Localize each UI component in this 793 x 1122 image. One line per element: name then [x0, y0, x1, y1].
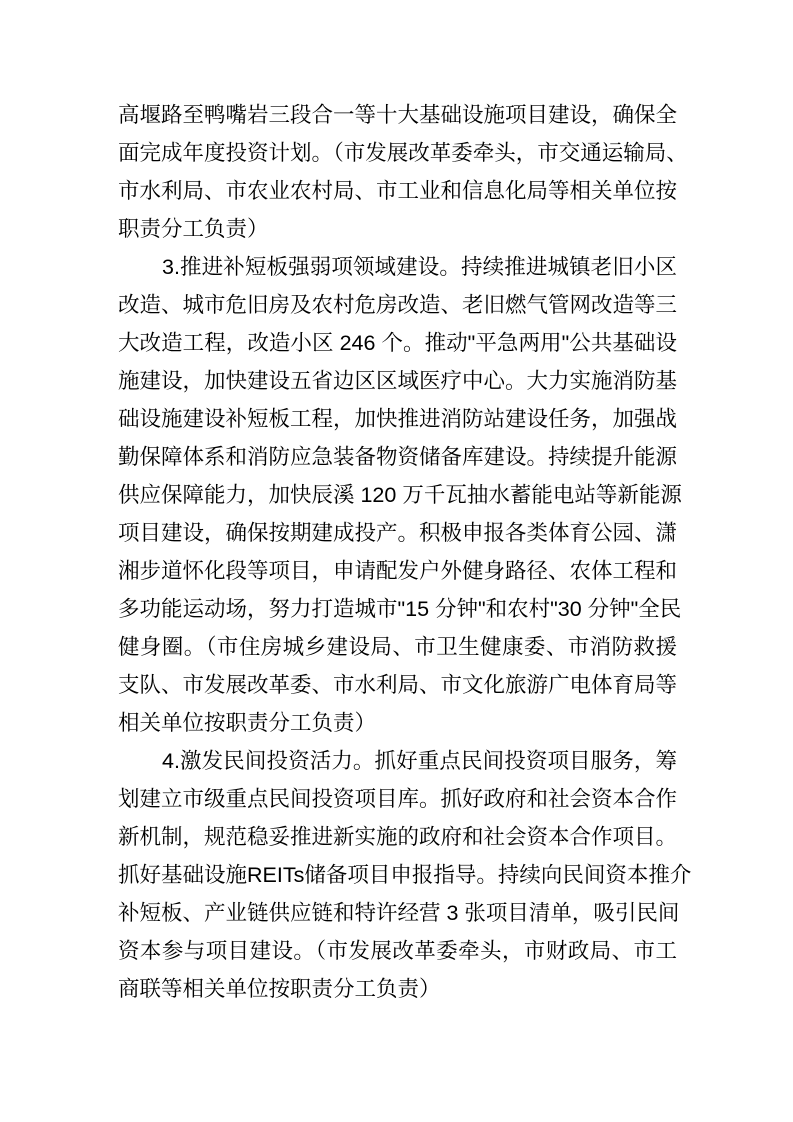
text-line: 改造、城市危旧房及农村危房改造、老旧燃气管网改造等三	[118, 293, 678, 317]
text-line: 3.推进补短板强弱项领域建设。持续推进城镇老旧小区	[162, 255, 677, 279]
text-line: 抓好基础设施REITs储备项目申报指导。持续向民间资本推介	[118, 863, 692, 887]
text-line: 划建立市级重点民间投资项目库。抓好政府和社会资本合作	[118, 787, 678, 811]
text-line: 勤保障体系和消防应急装备物资储备库建设。持续提升能源	[118, 445, 678, 469]
text-line: 面完成年度投资计划。（市发展改革委牵头，市交通运输局、	[118, 141, 688, 165]
paragraph-2	[118, 248, 682, 742]
text-line: 相关单位按职责分工负责）	[118, 711, 377, 735]
text-line: 项目建设，确保按期建成投产。积极申报各类体育公园、潇	[118, 521, 678, 545]
text-line: 大改造工程，改造小区 246 个。推动"平急两用"公共基础设	[118, 331, 677, 355]
text-block	[118, 96, 692, 1008]
text-line: 4.激发民间投资活力。抓好重点民间投资项目服务，筹	[162, 749, 677, 773]
text-line: 健身圈。（市住房城乡建设局、市卫生健康委、市消防救援	[118, 635, 677, 659]
text-line: 高堰路至鸭嘴岩三段合一等十大基础设施项目建设，确保全	[118, 103, 678, 127]
paragraph-1	[118, 96, 688, 248]
text-line: 湘步道怀化段等项目，申请配发户外健身路径、农体工程和	[118, 559, 678, 583]
text-line: 础设施建设补短板工程，加快推进消防站建设任务，加强战	[118, 407, 678, 431]
text-line: 市水利局、市农业农村局、市工业和信息化局等相关单位按	[118, 179, 678, 203]
text-line: 施建设，加快建设五省边区区域医疗中心。大力实施消防基	[118, 369, 678, 393]
text-line: 新机制，规范稳妥推进新实施的政府和社会资本合作项目。	[118, 825, 678, 849]
text-line: 支队、市发展改革委、市水利局、市文化旅游广电体育局等	[118, 673, 678, 697]
paragraph-3	[118, 742, 692, 1008]
text-line: 商联等相关单位按职责分工负责）	[118, 977, 441, 1001]
text-line: 资本参与项目建设。（市发展改革委牵头，市财政局、市工	[118, 939, 677, 963]
text-line: 职责分工负责）	[118, 217, 269, 241]
text-line: 补短板、产业链供应链和特许经营 3 张项目清单，吸引民间	[118, 901, 680, 925]
text-line: 多功能运动场，努力打造城市"15 分钟"和农村"30 分钟"全民	[118, 597, 682, 621]
text-line: 供应保障能力，加快辰溪 120 万千瓦抽水蓄能电站等新能源	[118, 483, 682, 507]
